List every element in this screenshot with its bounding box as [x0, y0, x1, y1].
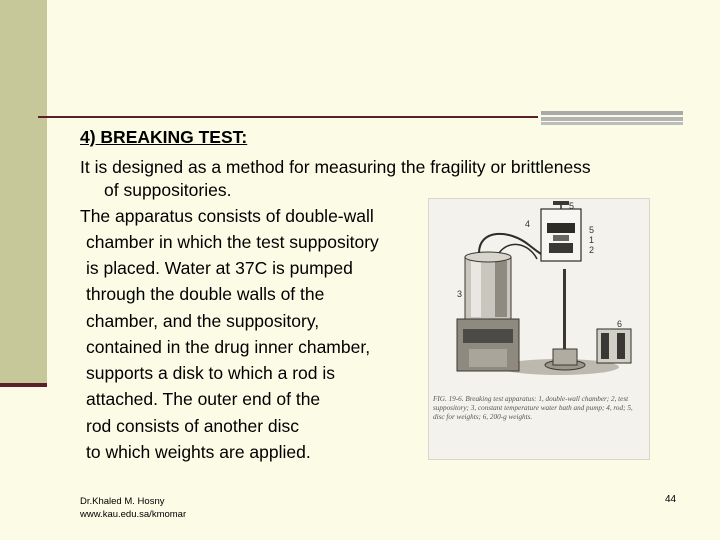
gray-rule-block: [541, 111, 683, 125]
body-line-4: through the double walls of the: [86, 284, 325, 304]
title-rule: [38, 116, 538, 118]
slide-heading: 4) BREAKING TEST:: [80, 127, 248, 147]
figure-label-4: 4: [525, 219, 531, 229]
page-number: 44: [665, 494, 677, 505]
figure-label-5: 5: [589, 225, 595, 235]
left-accent-bar: [0, 383, 47, 387]
apparatus-drawing: [429, 199, 649, 391]
footer-author: Dr.Khaled M. Hosny: [80, 496, 165, 507]
body-line-6: contained in the drug inner chamber,: [86, 337, 371, 357]
intro-line-2: of suppositories.: [104, 180, 232, 200]
left-accent-band: [0, 0, 47, 383]
figure-label-2: 2: [589, 245, 595, 255]
body-line-5: chamber, and the suppository,: [86, 311, 320, 331]
body-line-8: attached. The outer end of the: [86, 389, 321, 409]
body-line-3: is placed. Water at 37C is pumped: [86, 258, 353, 278]
figure-label-5-top: 5: [569, 201, 575, 211]
figure-label-6: 6: [617, 319, 623, 329]
apparatus-figure: [428, 198, 650, 460]
figure-label-3: 3: [457, 289, 463, 299]
intro-line-1: It is designed as a method for measuring the fragility or brittleness: [80, 157, 591, 177]
body-line-7: supports a disk to which a rod is: [86, 363, 336, 383]
body-line-1: The apparatus consists of double-wall: [80, 206, 374, 226]
footer-url: www.kau.edu.sa/kmomar: [80, 509, 187, 520]
figure-caption: FIG. 19-6. Breaking test apparatus: 1, double-wall chamber; 2, test suppository; 3, constant temperature water bath and pump; 4, rod; 5, disc for weights; 6, 200-g weights.: [433, 395, 633, 421]
body-line-10: to which weights are applied.: [86, 442, 311, 462]
figure-label-1: 1: [589, 235, 595, 245]
body-line-2: chamber in which the test suppository: [86, 232, 379, 252]
body-line-9: rod consists of another disc: [86, 416, 300, 436]
